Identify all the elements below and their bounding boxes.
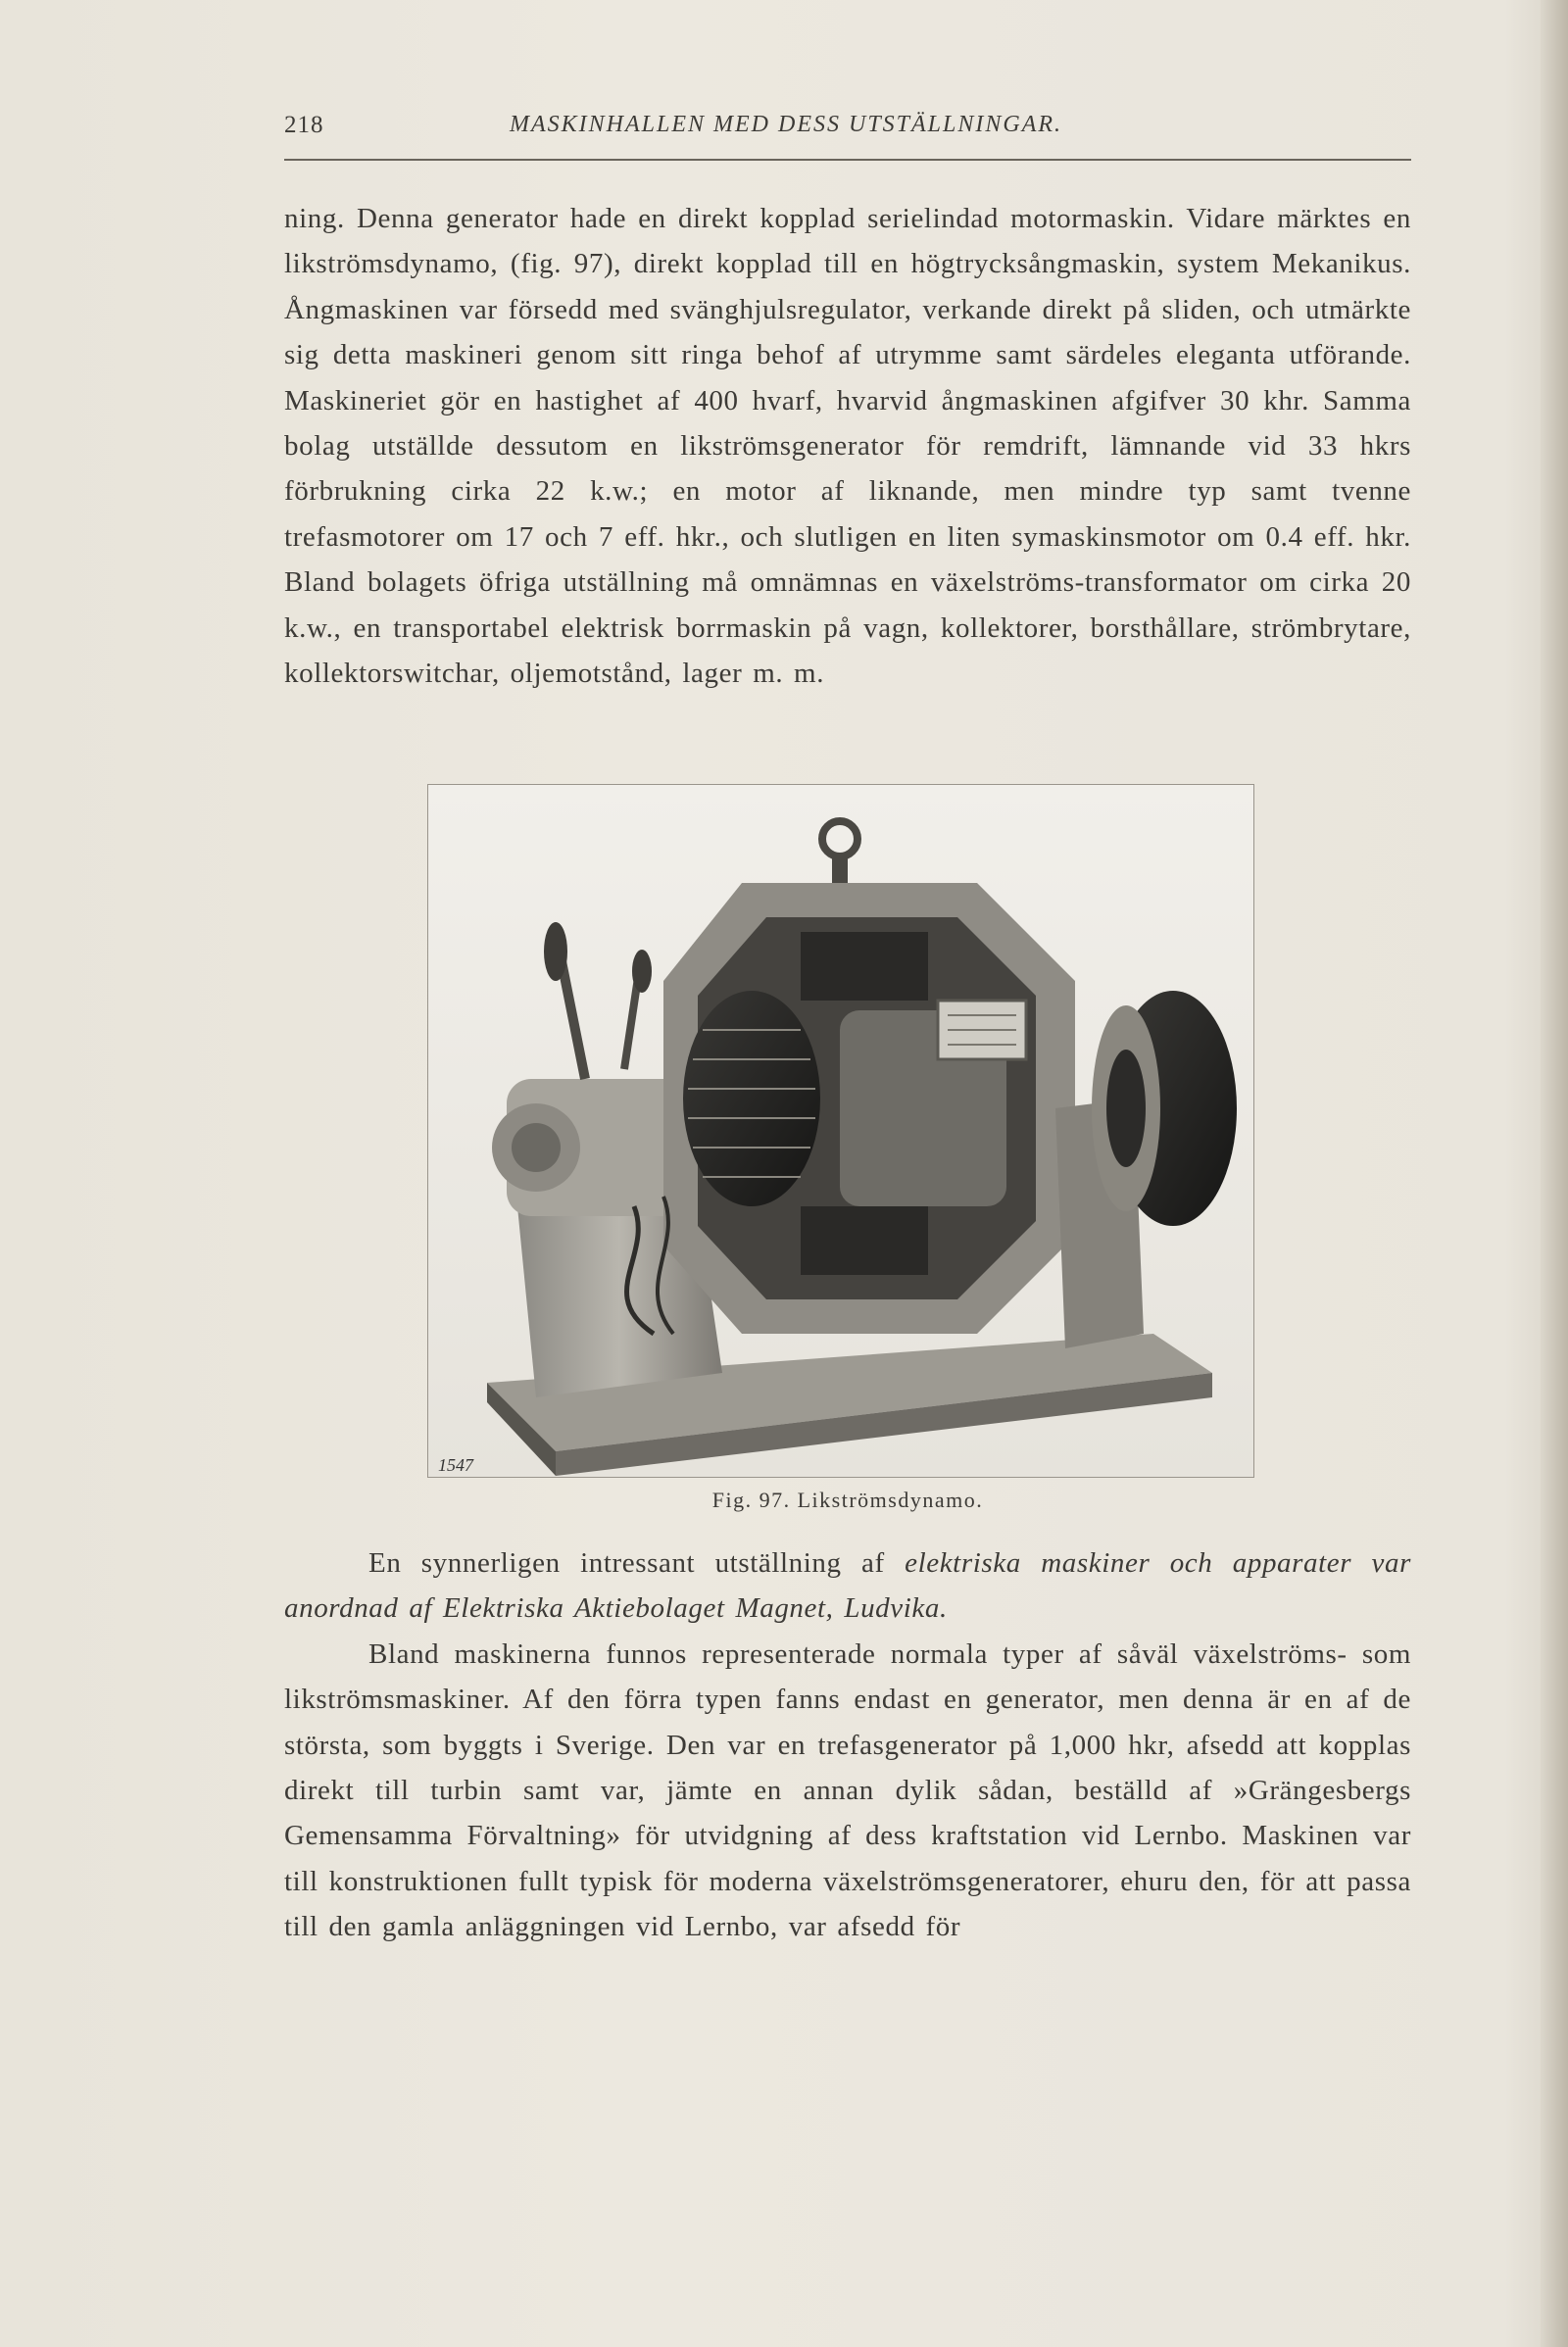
running-title: MASKINHALLEN MED DESS UTSTÄLLNINGAR. <box>510 112 1063 137</box>
running-head <box>284 112 1411 151</box>
paragraph-1: ning. Denna generator hade en direkt kopplad serielindad motormaskin. Vidare märktes en likströmsdynamo, (fig. 97), direkt kopplad till en högtrycksångmaskin, system Mekanikus. Ångmaskinen var försedd med svänghjulsregulator, verkande direkt på sliden, och utmärkte sig detta maskineri genom sitt ringa behof af utrymme samt särdeles eleganta utförande. Maskineriet gör en hastighet af 400 hvarf, hvarvid ångmaskinen afgifver 30 khr. Samma bolag utställde dessutom en likströmsgenerator för remdrift, lämnande vid 33 hkrs förbrukning cirka 22 k.w.; en motor af liknande, men mindre typ samt tvenne trefasmotorer om 17 och 7 eff. hkr., och slutligen en liten symaskinsmotor om 0.4 eff. hkr. Bland bolagets öfriga utställning må omnämnas en växelströms-transformator om cirka 20 k.w., en transportabel elektrisk borrmaskin på vagn, kollektorer, borsthållare, strömbrytare, kollektorswitchar, oljemotstånd, lager m. m. <box>284 203 1411 690</box>
page-number: 218 <box>284 112 324 138</box>
paragraph-2-lead: En synnerligen intressant utställning af <box>368 1547 906 1579</box>
paragraph-3: Bland maskinerna funnos representerade normala typer af såväl växelströms- som likströmsmaskiner. Af den förra typen fanns endast en generator, men denna är en af de största, som byggts i Sverige. Den var en trefasgenerator på 1,000 hkr, afsedd att kopplas direkt till turbin samt var, jämte en annan dylik sådan, beställd af »Grängesbergs Gemensamma Förvaltning» för utvidgning af dess kraftstation vid Lernbo. Maskinen var till konstruktionen fullt typisk för moderna växelströmsgeneratorer, ehuru den, för att passa till den gamla anläggningen vid Lernbo, var afsedd för <box>284 1638 1411 1943</box>
figure-dynamo <box>427 784 1254 1478</box>
commutator <box>683 991 820 1206</box>
header-rule <box>284 159 1411 161</box>
text-block-top <box>284 196 1411 696</box>
figure-caption: Fig. 97. Likströmsdynamo. <box>711 1488 984 1512</box>
paragraph-2 <box>284 1540 1411 1632</box>
dynamo-illustration <box>428 785 1253 1477</box>
page-edge <box>1541 0 1568 2347</box>
plate-number: 1547 <box>438 1455 473 1475</box>
text-block-bottom <box>284 1540 1411 1950</box>
paragraph-2-italic: elektriska maskiner och apparater var anordnad af Elektriska Aktiebolaget Magnet, Ludvika. <box>284 1547 1411 1625</box>
